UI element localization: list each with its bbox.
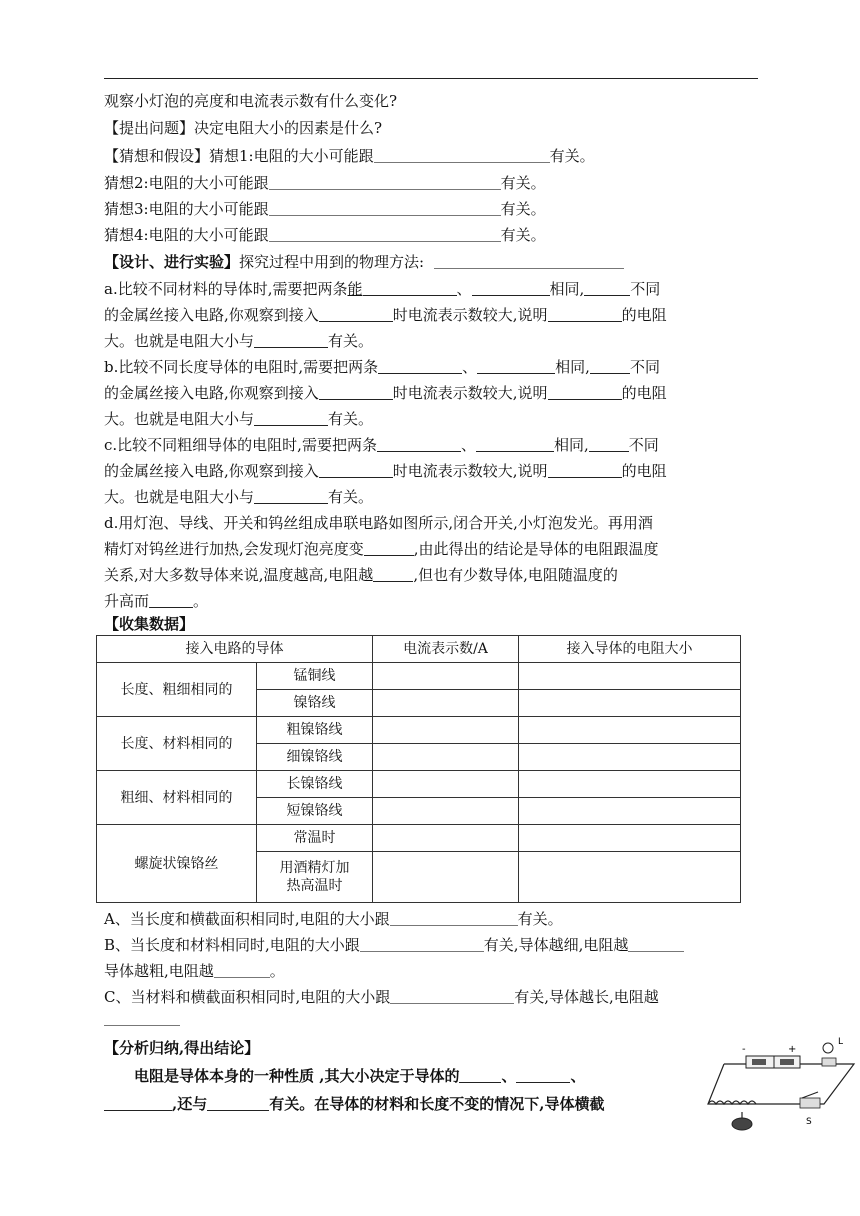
blank[interactable] xyxy=(360,936,484,952)
alcohol-lamp-icon xyxy=(732,1112,752,1130)
header-rule xyxy=(104,78,758,79)
blank[interactable] xyxy=(269,174,501,190)
current-cell[interactable] xyxy=(373,852,519,903)
collect-heading: 【收集数据】 xyxy=(104,615,195,633)
a-line-3: 大。也就是电阻大小与 有关。 xyxy=(104,332,374,350)
resistance-cell[interactable] xyxy=(519,663,741,690)
item-label: 锰铜线 xyxy=(257,663,373,690)
analysis-heading: 【分析归纳,得出结论】 xyxy=(104,1039,260,1057)
blank[interactable] xyxy=(590,358,630,374)
blank[interactable] xyxy=(516,1067,570,1083)
item-label: 细镍铬线 xyxy=(257,744,373,771)
blank[interactable] xyxy=(254,488,328,504)
resistance-cell[interactable] xyxy=(519,852,741,903)
resistance-cell[interactable] xyxy=(519,771,741,798)
b-line-1: b.比较不同长度导体的电阻时,需要把两条 、 相同, 不同 xyxy=(104,358,660,376)
blank[interactable] xyxy=(214,962,270,978)
header-current: 电流表示数/A xyxy=(373,636,519,663)
header-resistance: 接入导体的电阻大小 xyxy=(519,636,741,663)
blank[interactable] xyxy=(254,332,328,348)
blank[interactable] xyxy=(378,358,462,374)
blank[interactable] xyxy=(476,436,554,452)
coil-icon xyxy=(708,1101,756,1104)
blank[interactable] xyxy=(269,226,501,242)
group-label: 长度、材料相同的 xyxy=(97,717,257,771)
blank[interactable] xyxy=(319,462,393,478)
conclusion-a: A、当长度和横截面积相同时,电阻的大小跟 有关。 xyxy=(104,910,563,928)
conclusion-b-2: 导体越粗,电阻越 。 xyxy=(104,962,285,980)
blank[interactable] xyxy=(477,358,555,374)
conclusion-b: B、当长度和材料相同时,电阻的大小跟 有关,导体越细,电阻越 xyxy=(104,935,684,955)
guess4-line: 猜想4:电阻的大小可能跟 有关。 xyxy=(104,226,546,244)
d-line-1: d.用灯泡、导线、开关和钨丝组成串联电路如图所示,闭合开关,小灯泡发光。再用酒 xyxy=(104,514,653,532)
blank[interactable] xyxy=(472,280,550,296)
resistance-cell[interactable] xyxy=(519,690,741,717)
conclusion-line-2: ,还与 有关。在导体的材料和长度不变的情况下,导体横截 xyxy=(104,1094,604,1114)
current-cell[interactable] xyxy=(373,825,519,852)
b-line-2: 的金属丝接入电路,你观察到接入 时电流表示数较大,说明 的电阻 xyxy=(104,384,667,402)
blank[interactable] xyxy=(104,1095,172,1111)
blank[interactable] xyxy=(628,936,684,952)
header-conductor: 接入电路的导体 xyxy=(97,636,373,663)
item-label: 粗镍铬线 xyxy=(257,717,373,744)
c-line-3: 大。也就是电阻大小与 有关。 xyxy=(104,488,374,506)
battery-icon xyxy=(746,1056,800,1068)
d-line-2: 精灯对钨丝进行加热,会发现灯泡亮度变 ,由此得出的结论是导体的电阻跟温度 xyxy=(104,540,659,558)
table-header-row xyxy=(97,636,741,663)
conclusion-c: C、当材料和横截面积相同时,电阻的大小跟 有关,导体越长,电阻越 xyxy=(104,988,659,1006)
design-line: 【设计、进行实验】探究过程中用到的物理方法: xyxy=(104,252,624,272)
guess1-line: 【猜想和假设】猜想1:电阻的大小可能跟 有关。 xyxy=(104,147,595,165)
blank[interactable] xyxy=(589,436,629,452)
blank[interactable] xyxy=(373,566,413,582)
data-table xyxy=(96,635,741,903)
blank[interactable] xyxy=(584,280,630,296)
blank[interactable] xyxy=(254,410,328,426)
circuit-wires xyxy=(708,1064,854,1104)
blank[interactable] xyxy=(548,306,622,322)
blank[interactable] xyxy=(269,200,501,216)
item-label: 镍铬线 xyxy=(257,690,373,717)
question-line: 【提出问题】决定电阻大小的因素是什么? xyxy=(104,119,383,137)
b-line-3: 大。也就是电阻大小与 有关。 xyxy=(104,410,374,428)
blank[interactable] xyxy=(104,1025,180,1026)
observe-line: 观察小灯泡的亮度和电流表示数有什么变化? xyxy=(104,92,398,110)
circuit-diagram xyxy=(704,1034,860,1134)
resistance-cell[interactable] xyxy=(519,717,741,744)
blank[interactable] xyxy=(548,384,622,400)
d-line-4: 升高而 。 xyxy=(104,592,209,610)
bulb-icon xyxy=(822,1043,836,1066)
current-cell[interactable] xyxy=(373,771,519,798)
current-cell[interactable] xyxy=(373,690,519,717)
resistance-cell[interactable] xyxy=(519,744,741,771)
current-cell[interactable] xyxy=(373,744,519,771)
blank[interactable] xyxy=(364,540,414,556)
resistance-cell[interactable] xyxy=(519,798,741,825)
blank[interactable] xyxy=(434,253,624,269)
conclusion-line-1: 电阻是导体本身的一种性质 ,其大小决定于导体的 、 、 xyxy=(134,1067,586,1085)
item-label: 长镍铬线 xyxy=(257,771,373,798)
blank[interactable] xyxy=(207,1095,269,1111)
table-row xyxy=(97,717,741,744)
group-label: 螺旋状镍铬丝 xyxy=(97,825,257,903)
table-row xyxy=(97,663,741,690)
blank[interactable] xyxy=(149,592,193,608)
current-cell[interactable] xyxy=(373,717,519,744)
group-label: 粗细、材料相同的 xyxy=(97,771,257,825)
blank[interactable] xyxy=(319,384,393,400)
blank[interactable] xyxy=(377,436,461,452)
blank[interactable] xyxy=(363,280,457,296)
plus-sign: + xyxy=(788,1044,797,1055)
c-line-2: 的金属丝接入电路,你观察到接入 时电流表示数较大,说明 的电阻 xyxy=(104,462,667,480)
item-label: 短镍铬线 xyxy=(257,798,373,825)
resistance-cell[interactable] xyxy=(519,825,741,852)
current-cell[interactable] xyxy=(373,663,519,690)
item-label: 常温时 xyxy=(257,825,373,852)
blank[interactable] xyxy=(390,910,518,926)
c-line-1: c.比较不同粗细导体的电阻时,需要把两条 、 相同, 不同 xyxy=(104,436,659,454)
switch-icon xyxy=(800,1092,820,1108)
item-label: 用酒精灯加 热高温时 xyxy=(257,852,373,903)
switch-label: S xyxy=(806,1117,812,1127)
blank[interactable] xyxy=(459,1067,501,1083)
a-line-2: 的金属丝接入电路,你观察到接入 时电流表示数较大,说明 的电阻 xyxy=(104,306,667,324)
group-label: 长度、粗细相同的 xyxy=(97,663,257,717)
table-row xyxy=(97,825,741,852)
d-line-3: 关系,对大多数导体来说,温度越高,电阻越 ,但也有少数导体,电阻随温度的 xyxy=(104,566,618,584)
blank[interactable] xyxy=(390,988,514,1004)
a-line-1: a.比较不同材料的导体时,需要把两条能 、 相同, 不同 xyxy=(104,280,661,298)
blank[interactable] xyxy=(319,306,393,322)
blank[interactable] xyxy=(548,462,622,478)
guess2-line: 猜想2:电阻的大小可能跟 有关。 xyxy=(104,174,546,192)
table-row xyxy=(97,771,741,798)
current-cell[interactable] xyxy=(373,798,519,825)
blank[interactable] xyxy=(374,147,550,163)
lamp-label: L xyxy=(838,1037,844,1047)
guess3-line: 猜想3:电阻的大小可能跟 有关。 xyxy=(104,200,546,218)
minus-sign: - xyxy=(742,1044,746,1055)
